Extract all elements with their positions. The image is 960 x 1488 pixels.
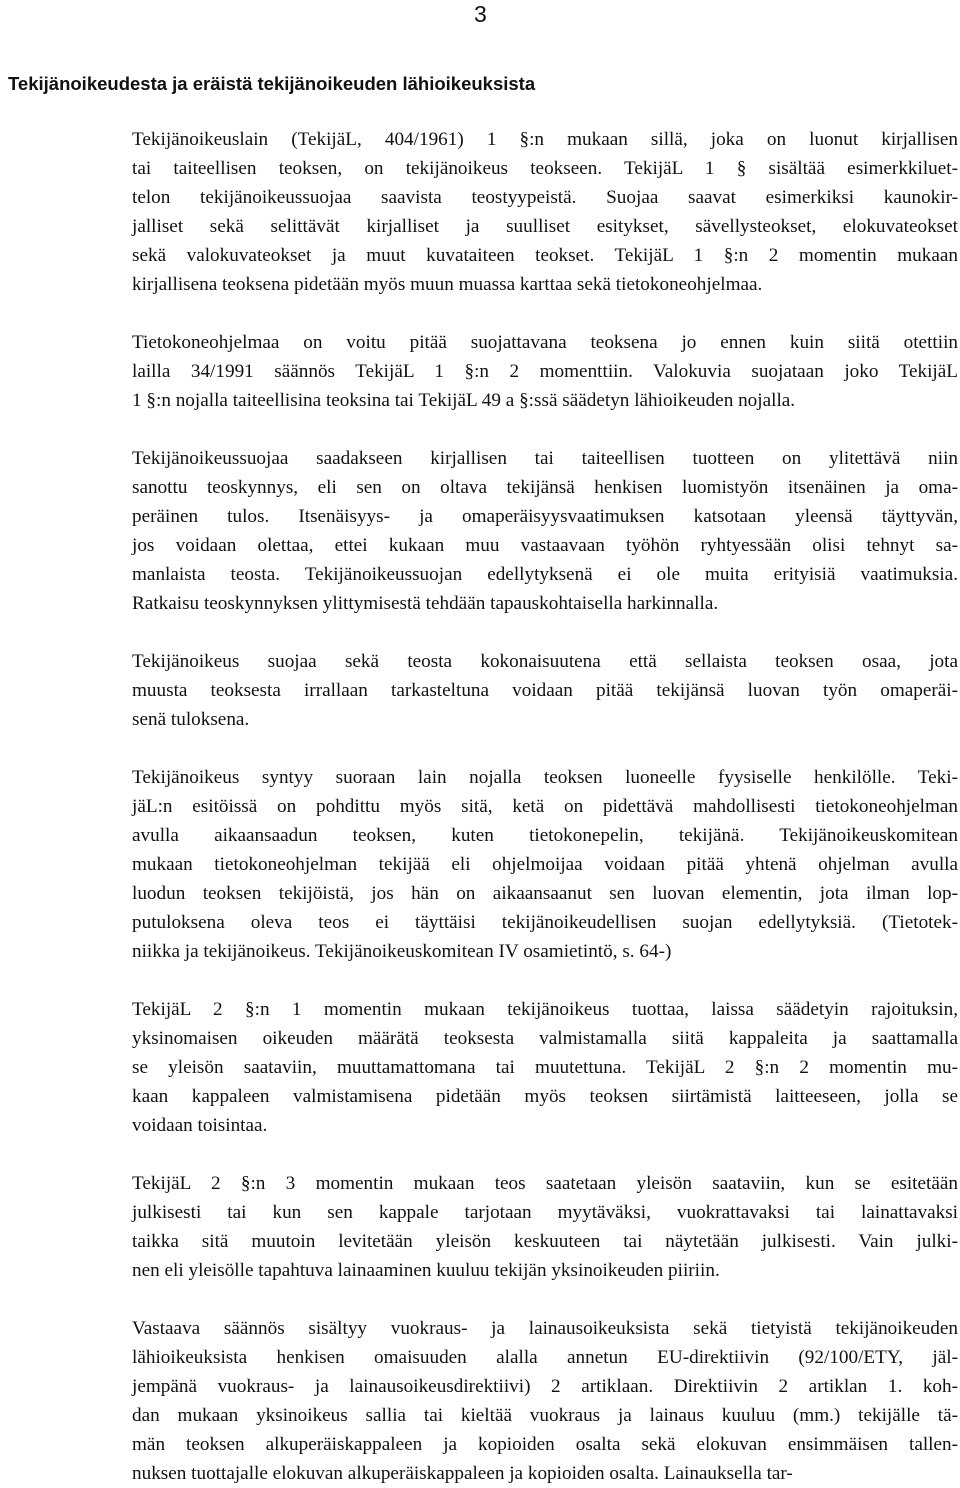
text-line: 1 §:n nojalla taiteellisina teoksina tai TekijäL 49 a §:ssä säädetyn lähioikeuden nojalla.: [132, 390, 796, 411]
text-line: jos voidaan olettaa, ettei kukaan muu vastaavaan työhön ryhtyessään olisi tehnyt sa-: [132, 535, 958, 556]
text-line: Tietokoneohjelmaa on voitu pitää suojattavana teoksena jo ennen kuin siitä otettiin: [132, 332, 958, 353]
paragraph: [132, 444, 958, 618]
text-line: voidaan toisintaa.: [132, 1115, 268, 1136]
text-line: Tekijänoikeuslain (TekijäL, 404/1961) 1 §:n mukaan sillä, joka on luonut kirjallisen: [132, 129, 958, 150]
paragraph: [132, 763, 958, 966]
text-line: senä tuloksena.: [132, 709, 250, 730]
page-number: 3: [474, 1, 487, 27]
text-line: TekijäL 2 §:n 3 momentin mukaan teos saatetaan yleisön saataviin, kun se esitetään: [132, 1173, 958, 1194]
text-line: julkisesti tai kun sen kappale tarjotaan myytäväksi, vuokrattavaksi tai lainattavaksi: [132, 1202, 958, 1223]
text-line: lähioikeuksista henkisen omaisuuden alalla annetun EU-direktiivin (92/100/ETY, jäl-: [132, 1347, 958, 1368]
text-line: putuloksena oleva teos ei täyttäisi tekijänoikeudellisen suojan edellytyksiä. (Tietotek-: [132, 912, 958, 933]
section-heading: Tekijänoikeudesta ja eräistä tekijänoikeuden lähioikeuksista: [8, 73, 536, 94]
body-text: [132, 125, 958, 1488]
text-line: Vastaava säännös sisältyy vuokraus- ja lainausoikeuksista sekä tietyistä tekijänoikeuden: [132, 1318, 958, 1339]
text-line: nen eli yleisölle tapahtuva lainaaminen kuuluu tekijän yksinoikeuden piiriin.: [132, 1260, 720, 1281]
text-line: Tekijänoikeus suojaa sekä teosta kokonaisuutena että sellaista teoksen osaa, jota: [132, 651, 958, 672]
text-line: muusta teoksesta irrallaan tarkasteltuna voidaan pitää tekijänsä luovan työn omaperäi-: [132, 680, 958, 701]
text-line: TekijäL 2 §:n 1 momentin mukaan tekijänoikeus tuottaa, laissa säädetyin rajoituksin,: [132, 999, 958, 1020]
text-line: se yleisön saataviin, muuttamattomana tai muutettuna. TekijäL 2 §:n 2 momentin mu-: [132, 1057, 958, 1078]
text-line: taikka sitä muutoin levitetään yleisön keskuuteen tai näytetään julkisesti. Vain julki-: [132, 1231, 958, 1252]
paragraph: [132, 328, 958, 415]
text-line: kirjallisena teoksena pidetään myös muun muassa karttaa sekä tietokoneohjelmaa.: [132, 274, 763, 295]
text-line: Tekijänoikeus syntyy suoraan lain nojalla teoksen luoneelle fyysiselle henkilölle. Teki-: [132, 767, 958, 788]
text-line: avulla aikaansaadun teoksen, kuten tietokonepelin, tekijänä. Tekijänoikeuskomitean: [132, 825, 958, 846]
text-line: manlaista teosta. Tekijänoikeussuojan edellytyksenä ei ole muita erityisiä vaatimuksia.: [132, 564, 958, 585]
text-line: jempänä vuokraus- ja lainausoikeusdirektiivi) 2 artiklaan. Direktiivin 2 artiklan 1. koh-: [132, 1376, 958, 1397]
text-line: Ratkaisu teoskynnyksen ylittymisestä tehdään tapauskohtaisella harkinnalla.: [132, 593, 719, 614]
paragraph: [132, 647, 958, 734]
text-line: jalliset sekä selittävät kirjalliset ja suulliset esitykset, sävellysteokset, elokuvateokset: [132, 216, 958, 237]
text-line: sanottu teoskynnys, eli sen on oltava tekijänsä henkisen luomistyön itsenäinen ja oma-: [132, 477, 958, 498]
paragraph: [132, 1314, 958, 1488]
text-line: dan mukaan yksinoikeus sallia tai kieltää vuokraus ja lainaus kuuluu (mm.) tekijälle tä-: [132, 1405, 958, 1426]
text-line: yksinomaisen oikeuden määrätä teoksesta valmistamalla siitä kappaleita ja saattamalla: [132, 1028, 958, 1049]
text-line: Tekijänoikeussuojaa saadakseen kirjallisen tai taiteellisen tuotteen on ylitettävä niin: [132, 448, 958, 469]
paragraph: [132, 125, 958, 299]
text-line: niikka ja tekijänoikeus. Tekijänoikeuskomitean IV osamietintö, s. 64-): [132, 941, 672, 962]
text-line: peräinen tulos. Itsenäisyys- ja omaperäisyysvaatimuksen katsotaan yleensä täyttyvän,: [132, 506, 958, 527]
text-line: lailla 34/1991 säännös TekijäL 1 §:n 2 momenttiin. Valokuvia suojataan joko TekijäL: [132, 361, 958, 382]
text-line: telon tekijänoikeussuojaa saavista teostyypeistä. Suojaa saavat esimerkiksi kaunokir-: [132, 187, 958, 208]
paragraph: [132, 1169, 958, 1285]
text-line: kaan kappaleen valmistamisena pidetään myös teoksen siirtämistä laitteeseen, jolla se: [132, 1086, 958, 1107]
text-line: män teoksen alkuperäiskappaleen ja kopioiden osalta sekä elokuvan ensimmäisen tallen-: [132, 1434, 958, 1455]
text-line: tai taiteellisen teoksen, on tekijänoikeus teokseen. TekijäL 1 § sisältää esimerkkiluet-: [132, 158, 958, 179]
text-line: mukaan tietokoneohjelman tekijää eli ohjelmoijaa voidaan pitää yhtenä ohjelman avulla: [132, 854, 958, 875]
text-line: nuksen tuottajalle elokuvan alkuperäiskappaleen ja kopioiden osalta. Lainauksella tar-: [132, 1463, 793, 1484]
text-line: sekä valokuvateokset ja muut kuvataiteen teokset. TekijäL 1 §:n 2 momentin mukaan: [132, 245, 958, 266]
text-line: luodun teoksen tekijöistä, jos hän on aikaansaanut sen luovan elementin, jota ilman lop-: [132, 883, 958, 904]
paragraph: [132, 995, 958, 1140]
text-line: jäL:n esitöissä on pohdittu myös sitä, ketä on pidettävä mahdollisesti tietokoneohjelman: [132, 796, 958, 817]
